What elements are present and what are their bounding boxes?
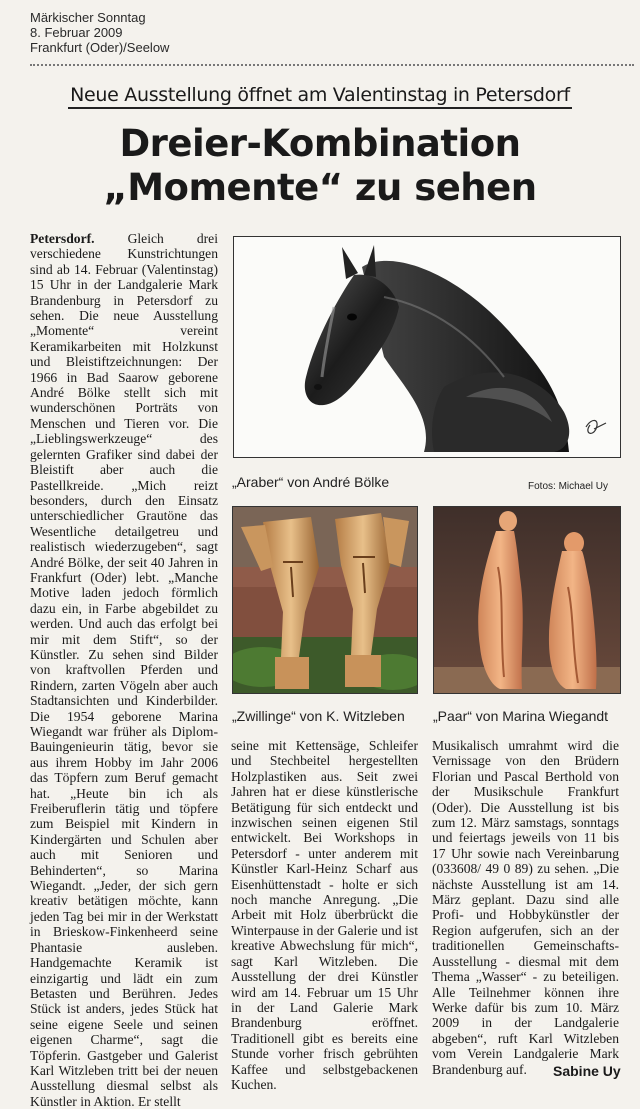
wood-sculpture-illustration	[233, 507, 417, 693]
headline-line-2: „Momente“ zu sehen	[103, 166, 537, 209]
article-kicker	[0, 84, 640, 106]
photo-zwillinge-sculptures	[232, 506, 418, 694]
ceramic-figures-illustration	[434, 507, 620, 693]
article-author: Sabine Uy	[553, 1063, 621, 1079]
column-2-text: seine mit Kettensäge, Schleifer und Stechbeitel hergestellten Holzplastiken aus. Seit zwei Jahren hat er diese künstlerische Betätigung für sich entdeckt und inzwischen seinen eigenen Stil entwickelt. Bei Workshops in Petersdorf - unter anderem mit Künstler Karl-Heinz Scharf aus Eisenhüttenstadt - holte er sich noch manche Anregung. „Die Arbeit mit Holz überbrückt die Winterpause in der Galerie und ist kreative Abwechslung für mich“, sagt Karl Witzleben. Die Ausstellung der drei Künstler wird am 14. Februar um 15 Uhr in der Land Galerie Mark Brandenburg eröffnet. Traditionell gibt es bereits eine Stunde vorher frisch gebrühten Kaffee und selbstgebackenen Kuchen.	[231, 738, 418, 1092]
photo-credit: Fotos: Michael Uy	[528, 481, 609, 492]
masthead-paper: Märkischer Sonntag	[30, 10, 146, 25]
masthead	[30, 10, 169, 55]
column-3-text: Musikalisch umrahmt wird die Vernissage von den Brüdern Florian und Pascal Berthold von der Musikschule Frankfurt (Oder). Die Ausstellung ist bis zum 12. März samstags, sonntags und feiertags jeweils von 11 bis 17 Uhr sowie nach Vereinbarung (033608/ 49 0 89) zu sehen. „Die nächste Ausstellung ist am 14. März geplant. Dazu sind alle Profi- und Hobbykünstler der Region aufgerufen, sich an der traditionellen Gemeinschafts-Ausstellung - diesmal mit dem Thema „Wasser“ - zu beteiligen. Alle Teilnehmer können ihre Werke dafür bis zum 10. März 2009 in der Landgalerie abgeben“, ruft Karl Witzleben vom Verein Landgalerie Mark Brandenburg auf.	[432, 738, 619, 1077]
masthead-date: 8. Februar 2009	[30, 25, 123, 40]
dotted-divider	[30, 64, 634, 66]
column-1-paragraph	[30, 231, 218, 1109]
dateline: Petersdorf.	[30, 231, 95, 246]
horse-drawing-illustration	[234, 237, 620, 457]
kicker-text: Neue Ausstellung öffnet am Valentinstag in Petersdorf	[68, 84, 572, 109]
photo-araber-drawing	[233, 236, 621, 458]
caption-araber: „Araber“ von André Bölke	[232, 474, 390, 490]
article-column-1	[30, 231, 218, 1109]
article-headline	[0, 122, 640, 210]
photo-paar-ceramics	[433, 506, 621, 694]
masthead-edition: Frankfurt (Oder)/Seelow	[30, 40, 170, 55]
headline-line-1: Dreier-Kombination	[119, 122, 521, 165]
article-column-3	[432, 738, 619, 1077]
column-1-text: Gleich drei verschiedene Kunstrichtungen sind ab 14. Februar (Valentinstag) 15 Uhr in der Landgalerie Mark Brandenburg in Petersdorf zu sehen. Die neue Ausstellung „Momente“ vereint Keramikarbeiten mit Holzkunst und Bleistiftzeichnungen: Der 1966 in Bad Saarow geborene André Bölke stellt sich mit wunderschönen Porträts von Menschen und Tieren vor. Die „Lieblingswerkzeuge“ des gelernten Grafiker sind dabei der Bleistift aber auch die Pastellkreide. „Mich reizt besonders, durch den Einsatz unterschiedlicher Grautöne das Wesentliche detailgetreu und realistisch wiederzugeben“, sagt André Bölke, der seit 40 Jahren in Frankfurt (Oder) lebt. „Manche Motive laden jedoch förmlich dazu ein, in Farbe abgebildet zu werden. Und auch das erfolgt bei mir mit dem Stift“, so der Künstler. Zu sehen sind Bilder von kraftvollen Pferden und Rindern, zarten Vögeln aber auch Stadtansichten und Kinderbilder. Die 1954 geborene Marina Wiegandt war früher als Diplom-Bauingenieurin tätig, bevor sie aus ihrem Hobby im Jahr 2006 das Töpfern zum Beruf gemacht hat. „Heute bin ich als Freiberuflerin tätig und töpfere zum Beispiel mit Kindern in Kindergärten und Schulen aber auch mit Senioren und Behinderten“, so Marina Wiegandt. „Jeder, der sich gern kreativ betätigen möchte, kann jeden Tag bei mir in der Werkstatt in Brieskow-Finkenheerd seine Phantasie ausleben. Handgemachte Keramik ist einzigartig und lädt ein zum Betasten und Berühren. Jedes Stück ist anders, jedes Stück hat seine eigene Seele und seinen eigenen Charme“, sagt die Töpferin. Gastgeber und Galerist Karl Witzleben tritt bei der neuen Ausstellung diesmal selbst als Künstler in Aktion. Er stellt	[30, 231, 218, 1109]
article-column-2	[231, 738, 418, 1092]
caption-paar: „Paar“ von Marina Wiegandt	[433, 708, 609, 724]
caption-zwillinge: „Zwillinge“ von K. Witzleben	[232, 708, 405, 724]
